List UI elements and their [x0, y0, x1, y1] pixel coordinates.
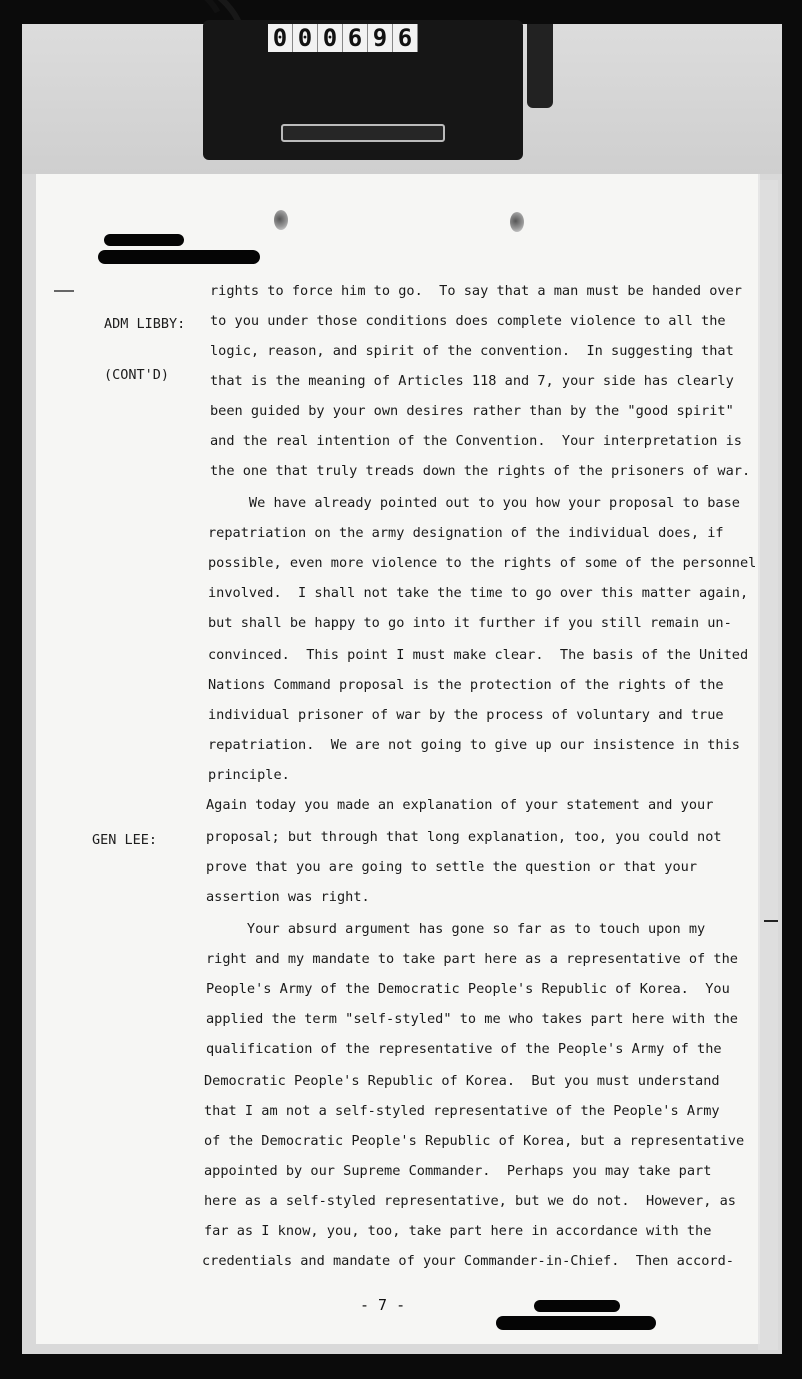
- redaction-bar-bottom-2: [496, 1316, 656, 1330]
- text-line: People's Army of the Democratic People's Republic of Korea. You: [206, 981, 730, 997]
- counter-slot: [281, 124, 445, 142]
- document-page: [36, 174, 758, 1344]
- margin-mark: [54, 290, 74, 292]
- text-line: of the Democratic People's Republic of Korea, but a representative: [204, 1133, 745, 1149]
- redaction-bar-bottom: [534, 1300, 620, 1312]
- redaction-bar-top: [104, 234, 184, 246]
- text-line: and the real intention of the Convention. Your interpretation is: [210, 433, 742, 449]
- text-line: the one that truly treads down the rights of the prisoners of war.: [210, 463, 751, 479]
- counter-digit: 0: [293, 24, 318, 52]
- text-line: assertion was right.: [206, 889, 370, 905]
- text-line: but shall be happy to go into it further if you still remain un-: [208, 615, 732, 631]
- text-line: Nations Command proposal is the protection of the rights of the: [208, 677, 724, 693]
- margin-mark: [764, 920, 778, 922]
- text-line: We have already pointed out to you how your proposal to base: [208, 495, 740, 511]
- text-line: principle.: [208, 767, 290, 783]
- text-line: applied the term "self-styled" to me who takes part here with the: [206, 1011, 738, 1027]
- text-line: credentials and mandate of your Commander-in-Chief. Then accord-: [202, 1253, 734, 1269]
- frame-counter: [268, 24, 418, 52]
- counter-digit: 0: [318, 24, 343, 52]
- text-line: rights to force him to go. To say that a man must be handed over: [210, 283, 742, 299]
- redaction-bar-top-2: [98, 250, 260, 264]
- text-line: involved. I shall not take the time to go over this matter again,: [208, 585, 749, 601]
- text-line: Again today you made an explanation of your statement and your: [206, 797, 714, 813]
- text-line: convinced. This point I must make clear. The basis of the United: [208, 647, 749, 663]
- speaker-name: ADM LIBBY:: [104, 316, 186, 332]
- text-line: prove that you are going to settle the question or that your: [206, 859, 698, 875]
- text-line: been guided by your own desires rather than by the "good spirit": [210, 403, 734, 419]
- speaker-gen-lee: [92, 798, 157, 883]
- text-line: appointed by our Supreme Commander. Perhaps you may take part: [204, 1163, 712, 1179]
- speaker-name: GEN LEE:: [92, 832, 158, 848]
- text-line: that is the meaning of Articles 118 and 7, your side has clearly: [210, 373, 734, 389]
- punch-hole-left: [274, 210, 288, 230]
- text-line: here as a self-styled representative, but we do not. However, as: [204, 1193, 736, 1209]
- text-line: right and my mandate to take part here as a representative of the: [206, 951, 738, 967]
- counter-clip: [527, 24, 553, 108]
- text-line: Your absurd argument has gone so far as to touch upon my: [206, 921, 706, 937]
- text-line: repatriation. We are not going to give up our insistence in this: [208, 737, 740, 753]
- text-line: that I am not a self-styled representative of the People's Army: [204, 1103, 720, 1119]
- text-line: possible, even more violence to the rights of some of the personnel: [208, 555, 757, 571]
- counter-digit: 6: [393, 24, 418, 52]
- speaker-adm-libby: [104, 282, 185, 418]
- counter-digit: 0: [268, 24, 293, 52]
- speaker-continued: (CONT'D): [104, 367, 170, 383]
- text-line: qualification of the representative of the People's Army of the: [206, 1041, 722, 1057]
- counter-digit: 6: [343, 24, 368, 52]
- text-line: repatriation on the army designation of the individual does, if: [208, 525, 724, 541]
- text-line: to you under those conditions does complete violence to all the: [210, 313, 726, 329]
- counter-digit: 9: [368, 24, 393, 52]
- punch-hole-right: [510, 212, 524, 232]
- text-line: individual prisoner of war by the process of voluntary and true: [208, 707, 724, 723]
- text-line: far as I know, you, too, take part here in accordance with the: [204, 1223, 712, 1239]
- page-number: - 7 -: [360, 1296, 406, 1314]
- text-line: Democratic People's Republic of Korea. But you must understand: [204, 1073, 720, 1089]
- text-line: proposal; but through that long explanation, too, you could not: [206, 829, 722, 845]
- text-line: logic, reason, and spirit of the convention. In suggesting that: [210, 343, 734, 359]
